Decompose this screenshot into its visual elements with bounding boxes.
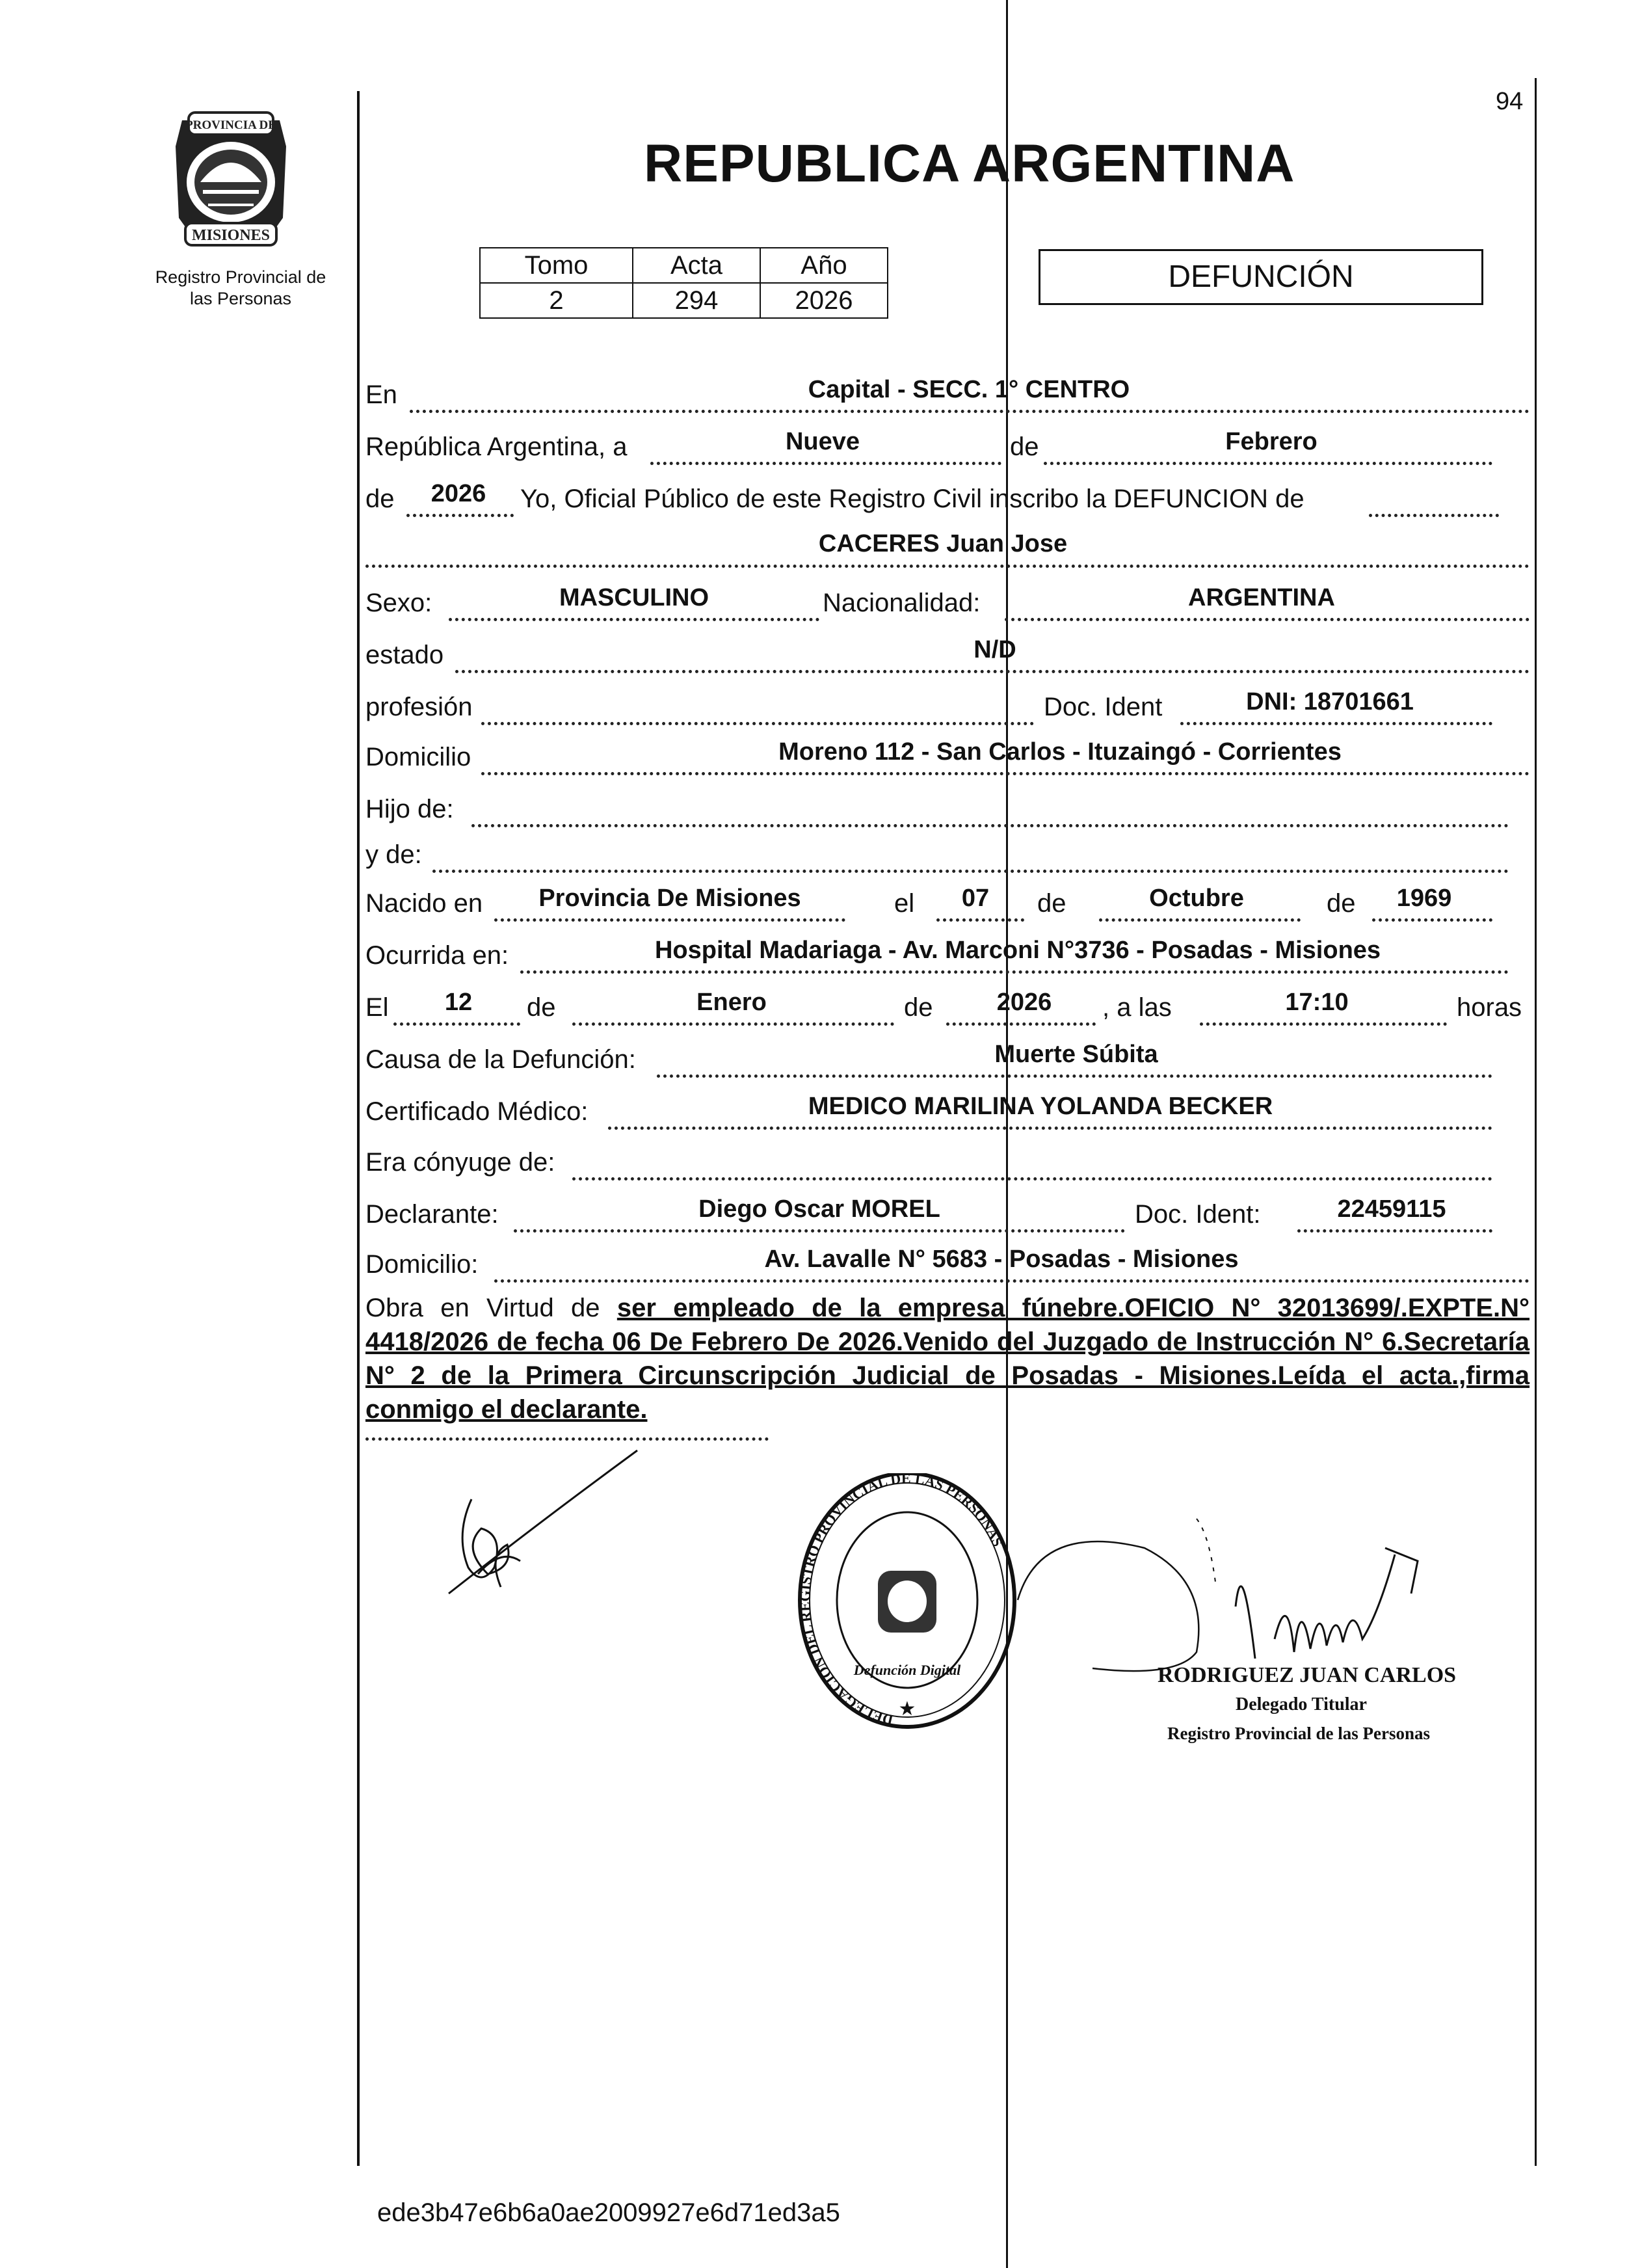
value-estado: N/D: [973, 636, 1016, 663]
dotted-line: [1180, 722, 1492, 725]
value-sexo: MASCULINO: [559, 584, 709, 611]
value-def-dia: 12: [444, 989, 473, 1016]
label-de: de: [365, 485, 395, 513]
label-de: de: [527, 993, 556, 1022]
dotted-line: [657, 1074, 1492, 1078]
page-title: REPUBLICA ARGENTINA: [644, 134, 1295, 193]
label-doc-ident-2: Doc. Ident:: [1135, 1200, 1261, 1229]
dotted-line: [481, 772, 1530, 775]
value-nac-mes: Octubre: [1149, 885, 1244, 912]
label-y-de: y de:: [365, 840, 422, 869]
value-doc: DNI: 18701661: [1246, 688, 1414, 715]
label-republica: República Argentina, a: [365, 433, 628, 461]
value-hora: 17:10: [1285, 989, 1349, 1016]
dotted-line: [514, 1229, 1125, 1233]
value-nacionalidad: ARGENTINA: [1188, 584, 1335, 611]
label-causa: Causa de la Defunción:: [365, 1045, 636, 1074]
label-El: El: [365, 993, 389, 1022]
svg-text:Defunción Digital: Defunción Digital: [853, 1662, 961, 1678]
value-def-anio: 2026: [996, 989, 1052, 1016]
value-decl-doc: 22459115: [1337, 1195, 1446, 1223]
right-margin-line: [1535, 78, 1537, 2166]
dotted-line: [572, 1022, 894, 1026]
value-anio: 2026: [760, 283, 888, 318]
record-type-box: DEFUNCIÓN: [1039, 249, 1483, 305]
page-number: 94: [1496, 88, 1524, 115]
dotted-line: [946, 1022, 1096, 1026]
signer-office: Registro Provincial de las Personas: [1167, 1724, 1430, 1743]
label-en: En: [365, 380, 397, 409]
dotted-line: [650, 462, 1001, 465]
official-signature: [1014, 1509, 1509, 1678]
dotted-line: [1044, 462, 1492, 465]
dotted-line: [365, 565, 1530, 568]
label-estado: estado: [365, 641, 444, 669]
dotted-line: [1369, 514, 1499, 517]
value-tomo: 2: [480, 283, 633, 318]
label-a-las: , a las: [1102, 993, 1172, 1022]
label-ocurrida-en: Ocurrida en:: [365, 941, 509, 970]
label-yo: Yo, Oficial Público de este Registro Civil inscribo la DEFUNCION de: [520, 485, 1305, 513]
dotted-line: [410, 410, 1530, 413]
label-de: de: [1010, 433, 1039, 461]
dotted-line: [471, 824, 1509, 827]
dotted-line: [1200, 1022, 1447, 1026]
label-hijo-de: Hijo de:: [365, 795, 454, 823]
signer-role: Delegado Titular: [1236, 1694, 1367, 1714]
dotted-line: [455, 670, 1530, 673]
dotted-line: [1099, 918, 1301, 922]
label-doc-ident: Doc. Ident: [1044, 693, 1163, 721]
value-domicilio: Moreno 112 - San Carlos - Ituzaingó - Corrientes: [778, 738, 1342, 766]
value-def-mes: Enero: [696, 989, 767, 1016]
official-registry-stamp: [797, 1473, 1018, 1740]
registry-label: [137, 267, 345, 310]
dotted-line: [936, 918, 1024, 922]
label-domicilio-2: Domicilio:: [365, 1250, 479, 1279]
dotted-line: [572, 1177, 1492, 1181]
label-sexo: Sexo:: [365, 589, 432, 617]
label-conyuge: Era cónyuge de:: [365, 1148, 555, 1177]
label-nacido-en: Nacido en: [365, 889, 483, 918]
header-tomo: Tomo: [480, 248, 633, 283]
declarant-signature: [442, 1437, 650, 1607]
label-de: de: [1037, 889, 1066, 918]
dotted-line: [1005, 618, 1530, 621]
registry-line-2: las Personas: [189, 289, 292, 308]
value-nombre: CACERES Juan Jose: [818, 530, 1068, 557]
label-el: el: [894, 889, 915, 918]
label-de: de: [1327, 889, 1356, 918]
value-declarante: Diego Oscar MOREL: [698, 1195, 940, 1223]
left-margin-line: [357, 91, 360, 2166]
value-acta: 294: [633, 283, 760, 318]
value-certificado: MEDICO MARILINA YOLANDA BECKER: [808, 1093, 1273, 1120]
label-declarante: Declarante:: [365, 1200, 499, 1229]
header-anio: Año: [760, 248, 888, 283]
dotted-line: [393, 1022, 520, 1026]
value-nac-anio: 1969: [1396, 885, 1452, 912]
dotted-line: [494, 1279, 1530, 1283]
value-nacido-en: Provincia De Misiones: [538, 885, 801, 912]
registry-line-1: Registro Provincial de: [155, 267, 326, 287]
value-lugar: Capital - SECC. 1° CENTRO: [808, 376, 1130, 403]
value-decl-domicilio: Av. Lavalle N° 5683 - Posadas - Misiones: [764, 1246, 1239, 1273]
label-obra: Obra en Virtud de: [365, 1294, 600, 1322]
dotted-line: [432, 870, 1509, 873]
value-mes: Febrero: [1225, 428, 1318, 455]
signer-name: RODRIGUEZ JUAN CARLOS: [1158, 1663, 1457, 1687]
value-causa: Muerte Súbita: [994, 1041, 1158, 1068]
label-nacionalidad: Nacionalidad:: [823, 589, 981, 617]
svg-text:MISIONES: MISIONES: [191, 227, 271, 244]
dotted-line: [608, 1127, 1492, 1130]
dotted-line: [481, 722, 1034, 725]
value-nac-dia: 07: [961, 885, 990, 912]
obra-en-virtud-paragraph: [365, 1291, 1530, 1426]
misiones-province-seal-logo: [156, 107, 306, 250]
dotted-line: [449, 618, 819, 621]
value-dia: Nueve: [785, 428, 860, 455]
svg-text:PROVINCIA DE: PROVINCIA DE: [185, 118, 276, 132]
label-domicilio: Domicilio: [365, 743, 471, 771]
label-certificado: Certificado Médico:: [365, 1097, 589, 1126]
dotted-line: [520, 970, 1509, 974]
label-de: de: [904, 993, 933, 1022]
value-ocurrida: Hospital Madariaga - Av. Marconi N°3736 - Posadas - Misiones: [654, 937, 1381, 964]
dotted-line: [1372, 918, 1492, 922]
tomo-acta-anio-table: [479, 247, 888, 319]
dotted-line: [494, 918, 845, 922]
value-anio-registro: 2026: [430, 480, 486, 507]
svg-text:★: ★: [898, 1698, 916, 1720]
value-virtud: ser empleado de la empresa fúnebre.OFICIO N° 32013699/.EXPTE.N° 4418/2026 de fecha 06 De Febrero De 2026.Venido del Juzgado de Instrucción N° 6.Secretaría N° 2 de la Primera Circunscripción Judicial de Posadas - Misiones.Leída el acta.,firma conmigo el declarante.: [365, 1294, 1530, 1424]
svg-text:DELEGACION DEL REGISTRO PROVIN: DELEGACION DEL REGISTRO PROVINCIAL DE LAS PERSONAS: [797, 1473, 1007, 1729]
dotted-line: [1297, 1229, 1492, 1233]
center-fold-line: [1006, 0, 1008, 2268]
dotted-line: [406, 514, 514, 517]
document-hash: ede3b47e6b6a0ae2009927e6d71ed3a5: [377, 2198, 840, 2227]
label-horas: horas: [1457, 993, 1522, 1022]
header-acta: Acta: [633, 248, 760, 283]
label-profesion: profesión: [365, 693, 473, 721]
